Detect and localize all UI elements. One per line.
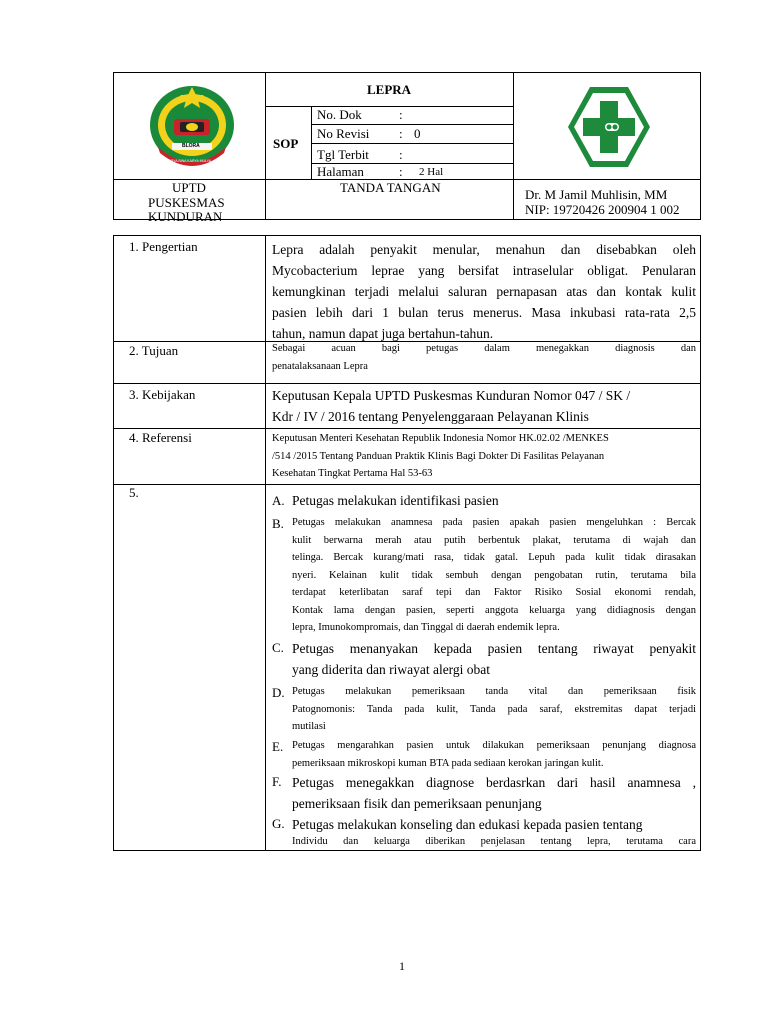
step-c-letter: C.: [272, 640, 284, 655]
meta-halaman-sep: :: [399, 164, 403, 179]
step-d-text: Petugas melakukan pemeriksaan tanda vital dan pemeriksaan fisik Patognomonis: Tanda pada kulit, Tanda pada saraf, ekstremitas dapat terjadi mutilasi: [292, 686, 696, 732]
meta-no-dok-sep: :: [399, 107, 403, 122]
org-line-1: UPTD: [172, 180, 206, 195]
step-b-letter: B.: [272, 516, 284, 531]
sop-label: SOP: [273, 136, 299, 151]
step-g-text: Petugas melakukan konseling dan edukasi kepada pasien tentang Individu dan keluarga diberikan penjelasan tentang lepra, terutama cara: [292, 817, 696, 847]
meta-halaman-value: 2 Hal: [419, 166, 444, 178]
row-referensi-text: Keputusan Menteri Kesehatan Republik Indonesia Nomor HK.02.02 /MENKES /514 /2015 Tentang Panduan Praktik Klinis Bagi Dokter Di Fasilitas Pelayanan Kesehatan Tingkat Pertama Hal 53-63: [272, 433, 609, 479]
step-e-letter: E.: [272, 739, 284, 754]
sop-header-table: [113, 72, 701, 224]
signature-label: TANDA TANGAN: [340, 180, 441, 195]
meta-no-revisi-value: 0: [414, 126, 421, 141]
meta-tgl-terbit-label: Tgl Terbit: [317, 147, 369, 162]
meta-halaman-label: Halaman: [317, 164, 364, 179]
step-f-text: Petugas menegakkan diagnose berdasrkan dari hasil anamnesa , pemeriksaan fisik dan pemeriksaan penunjang: [292, 775, 696, 811]
step-a-text: Petugas melakukan identifikasi pasien: [292, 493, 499, 508]
emblem-motto: KARYA BINA KARYA MULYA: [166, 159, 212, 163]
step-c-text: Petugas menanyakan kepada pasien tentang riwayat penyakit yang diderita dan riwayat alergi obat: [292, 641, 696, 677]
row-tujuan-label: 2. Tujuan: [129, 343, 179, 358]
step-g-letter: G.: [272, 816, 285, 831]
step-d-letter: D.: [272, 685, 285, 700]
blora-emblem-logo: [144, 81, 240, 175]
row-prosedur-label: 5.: [129, 485, 139, 500]
document-title: LEPRA: [367, 82, 412, 97]
org-line-2: PUSKESMAS: [148, 195, 225, 210]
meta-no-dok-label: No. Dok: [317, 107, 362, 122]
step-f-letter: F.: [272, 774, 282, 789]
step-b-text: Petugas melakukan anamnesa pada pasien apakah pasien mengeluhkan : Bercak kulit berwarna merah atau putih berbentuk plakat, terutama di wajah dan telinga. Bercak kurang/mati rasa, tidak gatal. Lepuh pada kulit tidak dirasakan nyeri. Kelainan kulit tidak sembuh dengan pengobatan rutin, terutama bila terdapat keterlibatan saraf tepi dan Faktor Risiko Sosial ekonomi rendah, Kontak lama dengan pasien, seperti anggota keluarga yang didiagnosis dengan lepra, Imunokompromais, dan Tinggal di daerah endemik lepra.: [292, 517, 696, 633]
meta-no-revisi-sep: :: [399, 126, 403, 141]
page-number: 1: [399, 959, 405, 973]
row-pengertian-text: Lepra adalah penyakit menular, menahun dan disebabkan oleh Mycobacterium leprae yang bersifat intraselular obligat. Penularan kemungkinan terjadi melalui saluran pernapasan atas dan kontak kulit pasien lebih dari 1 bulan terus menerus. Masa inkubasi rata-rata 2,5 tahun, namun dapat juga bertahun-tahun.: [272, 242, 696, 341]
signer-nip: NIP: 19720426 200904 1 002: [525, 202, 680, 217]
meta-tgl-terbit-sep: :: [399, 147, 403, 162]
row-tujuan-text: Sebagai acuan bagi petugas dalam menegakkan diagnosis dan penatalaksanaan Lepra: [272, 343, 696, 372]
puskesmas-cross-logo: [566, 85, 652, 169]
row-kebijakan-text: Keputusan Kepala UPTD Puskesmas Kunduran Nomor 047 / SK / Kdr / IV / 2016 tentang Penyelenggaraan Pelayanan Klinis: [272, 388, 631, 424]
emblem-text-blora: BLORA: [182, 143, 200, 149]
row-pengertian-label: 1. Pengertian: [129, 239, 198, 254]
step-e-text: Petugas mengarahkan pasien untuk dilakukan pemeriksaan penunjang diagnosa pemeriksaan mikroskopi kuman BTA pada sediaan kerokan jaringan kulit.: [292, 740, 696, 769]
row-kebijakan-label: 3. Kebijakan: [129, 387, 196, 402]
signer-name: Dr. M Jamil Muhlisin, MM: [525, 187, 668, 202]
org-line-3: KUNDURAN: [148, 209, 223, 224]
row-referensi-label: 4. Referensi: [129, 430, 192, 445]
meta-no-revisi-label: No Revisi: [317, 126, 370, 141]
step-a-letter: A.: [272, 493, 285, 508]
sop-body-table: [113, 235, 701, 851]
